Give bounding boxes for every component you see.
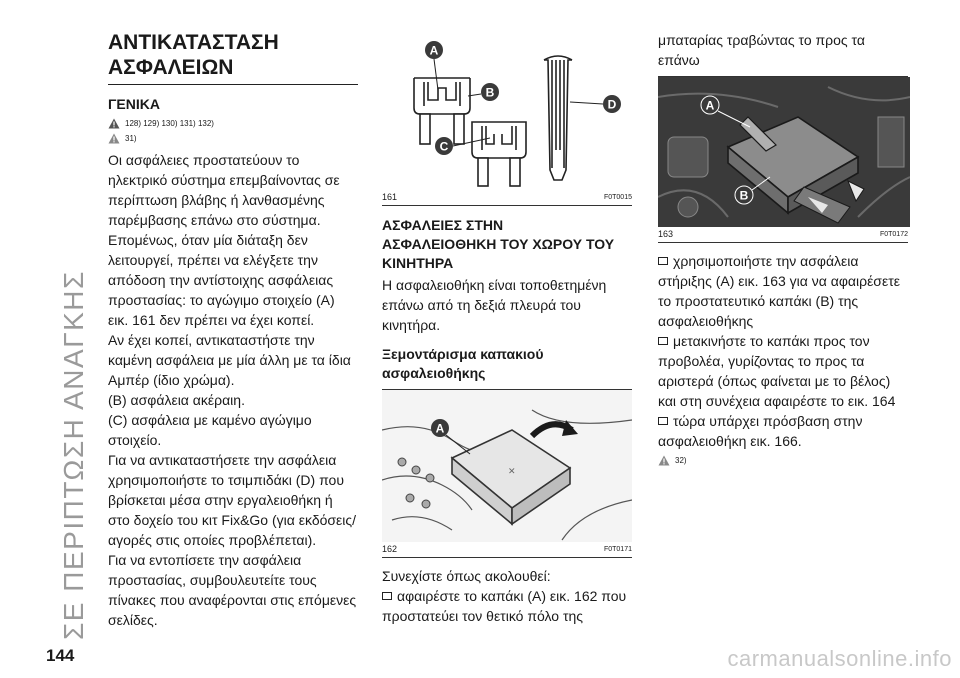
paragraph: Η ασφαλειοθήκη είναι τοποθετημένη επάνω από τη δεξιά πλευρά του κινητήρα. <box>382 277 607 333</box>
chapter-title-text: ΣΕ ΠΕΡΙΠΤΩΣΗ ΑΝΑΓΚΗΣ <box>58 270 89 640</box>
warning-references: 128) 129) 130) 131) 132) <box>108 116 358 131</box>
paragraph: Για να εντοπίσετε την ασφάλεια προστασίας, συμβουλευτείτε τους πίνακες που αναφέρονται στις επόμενες σελίδες. <box>108 552 357 628</box>
caution-triangle-icon <box>658 455 670 466</box>
section-heading-engine-fuse-box: ΑΣΦΑΛΕΙΕΣ ΣΤΗΝ ΑΣΦΑΛΕΙΟΘΗΚΗ ΤΟΥ ΧΩΡΟΥ ΤΟΥ ΚΙΝΗΤΗΡΑ <box>382 217 615 271</box>
column-2 <box>382 30 632 626</box>
fuse-box-photo <box>658 77 910 227</box>
paragraph: Οι ασφάλειες προστατεύουν το ηλεκτρικό σύστημα επεμβαίνοντας σε περίπτωση βλάβης ή λανθασμένης παρέμβασης επάνω στο σύστημα. <box>108 152 340 228</box>
svg-text:A: A <box>705 98 715 113</box>
note-references: 32) <box>658 453 910 468</box>
paragraph: Συνεχίστε όπως ακολουθεί: <box>382 568 551 584</box>
svg-text:B: B <box>739 188 749 203</box>
vertical-chapter-title <box>54 20 94 640</box>
figure-162-cover <box>382 389 632 558</box>
checkbox-bullet-icon <box>658 337 668 345</box>
svg-text:A: A <box>435 421 445 436</box>
svg-text:✕: ✕ <box>508 466 516 476</box>
note-references: 31) <box>108 131 358 146</box>
watermark: carmanualsonline.info <box>727 646 952 671</box>
paragraph: Αν έχει κοπεί, αντικαταστήστε την καμένη ασφάλεια με μία άλλη με τα ίδια Αμπέρ (ίδιο χρώμα). <box>108 332 351 388</box>
paragraph: Επομένως, όταν μία διάταξη δεν λειτουργεί, πρέπει να ελέγξετε την απόδοση την αντίστοιχης ασφάλειας προστασίας: το αγώγιμο στοιχείο (A) εικ. 161 δεν πρέπει να έχει κοπεί. <box>108 232 335 328</box>
callout-label-d <box>570 95 621 113</box>
step-item: τώρα υπάρχει πρόσβαση στην ασφαλειοθήκη εικ. 166. <box>658 413 863 449</box>
column-3 <box>658 30 910 468</box>
engine-cover-illustration <box>382 390 632 542</box>
checkbox-bullet-icon <box>658 257 668 265</box>
step-item: αφαιρέστε το καπάκι (A) εικ. 162 που προστατεύει τον θετικό πόλο της <box>382 588 627 624</box>
svg-text:C: C <box>439 139 449 154</box>
svg-text:B: B <box>485 85 495 100</box>
figure-caption <box>658 227 908 243</box>
page-number: 144 <box>46 646 75 665</box>
svg-text:D: D <box>607 97 617 112</box>
callout-label-b <box>468 83 499 101</box>
paragraph: (C) ασφάλεια με καμένο αγώγιμο στοιχείο. <box>108 412 312 448</box>
paragraph: μπαταρίας τραβώντας το προς τα επάνω <box>658 32 865 68</box>
step-item: χρησιμοποιήστε την ασφάλεια στήριξης (A) εικ. 163 για να αφαιρέσετε το προστατευτικό καπάκι (B) της ασφαλειοθήκης <box>658 253 900 329</box>
figure-number: 163 <box>658 229 674 239</box>
column-1 <box>108 30 358 630</box>
figure-code: F0T0015 <box>603 194 632 201</box>
step-item: μετακινήστε το καπάκι προς τον προβολέα, γυρίζοντας το προς τα αριστερά (όπως φαίνεται με το βέλος) και στη συνέχεια αφαιρέστε το εικ. 164 <box>658 333 896 409</box>
figure-caption <box>382 190 632 206</box>
figure-number: 161 <box>382 192 398 202</box>
figure-code: F0T0172 <box>879 231 908 238</box>
section-heading-general: ΓΕΝΙΚΑ <box>108 96 160 112</box>
page-title: ΑΝΤΙΚΑΤΑΣΤΑΣΗ ΑΣΦΑΛΕΙΩΝ <box>108 30 358 85</box>
figure-code: F0T0171 <box>603 546 632 553</box>
figure-number: 162 <box>382 544 398 554</box>
figure-caption <box>382 542 632 558</box>
figure-163-fuse-box <box>658 76 908 243</box>
warning-triangle-icon <box>108 118 120 129</box>
paragraph: Για να αντικαταστήσετε την ασφάλεια χρησιμοποιήστε το τσιμπιδάκι (D) που βρίσκεται μέσα στην εργαλειοθήκη ή στο δοχείο του κιτ Fix&Go (για εκδόσεις/αγορές στις οποίες προβλέπεται). <box>108 452 357 548</box>
fuse-illustration <box>382 30 632 190</box>
subheading-cover-removal: Ξεμοντάρισμα καπακιού ασφαλειοθήκης <box>382 346 544 381</box>
checkbox-bullet-icon <box>658 417 668 425</box>
svg-text:A: A <box>429 43 439 58</box>
figure-161-fuses <box>382 30 632 206</box>
caution-triangle-icon <box>108 133 120 144</box>
checkbox-bullet-icon <box>382 592 392 600</box>
paragraph: (B) ασφάλεια ακέραιη. <box>108 392 245 408</box>
